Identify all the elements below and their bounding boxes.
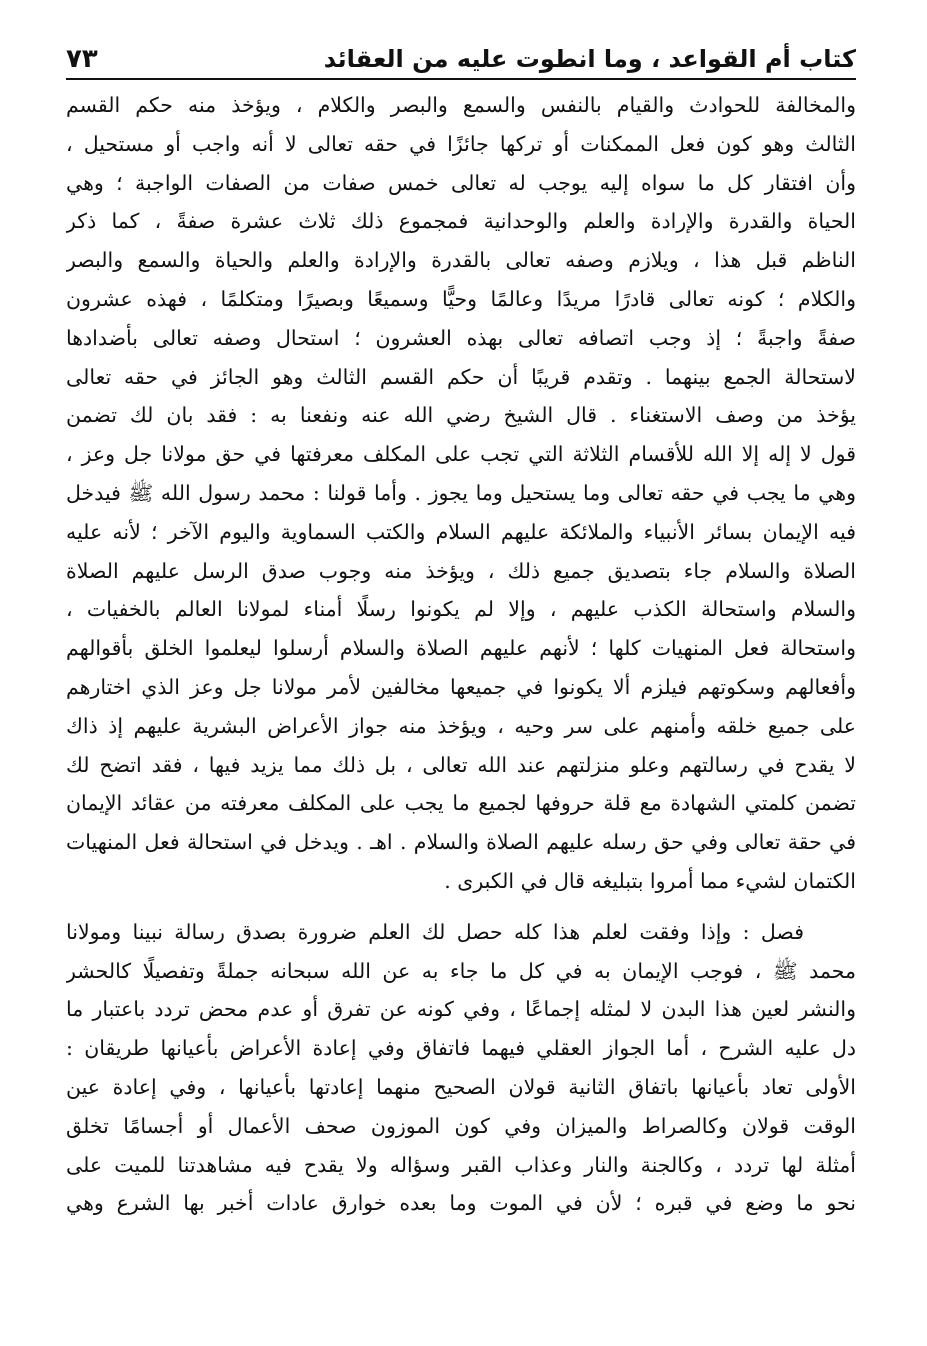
text-line: الثالث وهو كون فعل الممكنات أو تركها جائزًا في حقه تعالى لا أنه واجب أو مستحيل ، (66, 131, 856, 156)
text-line: الوقت قولان وكالصراط والميزان وفي كون الموزون صحف الأعمال أو أجسامًا تخلق (66, 1113, 856, 1138)
text-line: في حقة تعالى وفي حق رسله عليهم الصلاة والسلام . اهـ . ويدخل في استحالة فعل المنهيات (66, 830, 856, 855)
text-line: والسلام واستحالة الكذب عليهم ، وإلا لم يكونوا رسلًا أمناء لمولانا العالم بالخفيات ، (66, 597, 856, 622)
text-line: نحو ما وضع في قبره ؛ لأن في الموت وما بعده خوارق عادات أخبر بها الشرع وهي (66, 1191, 856, 1216)
text-line: يؤخذ من وصف الاستغناء . قال الشيخ رضي الله عنه ونفعنا به : فقد بان لك تضمن (66, 403, 856, 428)
text-line: الناظم قبل هذا ، ويلازم وصفه تعالى بالقدرة والإرادة والعلم والحياة والسمع والبصر (66, 248, 856, 273)
text-line: الصلاة والسلام جاء بتصديق جميع ذلك ، ويؤخذ منه وجوب صدق الرسل عليهم الصلاة (66, 558, 856, 583)
text-line: أمثلة لها تردد ، وكالجنة والنار وعذاب القبر وسؤاله ولا يقدح فيه مشاهدتنا للميت على (66, 1152, 856, 1177)
text-line: وأفعالهم وسكوتهم فيلزم ألا يكونوا في جميعها مخالفين لأمر مولانا جل وعز الذي اختارهم (66, 674, 856, 699)
text-line: لا يقدح في رسالتهم وعلو منزلتهم عند الله تعالى ، بل ذلك مما يزيد فيها ، فقد اتضح لك (66, 752, 856, 777)
text-line: فيه الإيمان بسائر الأنبياء والملائكة عليهم السلام والكتب السماوية واليوم الآخر ؛ لأنه عليه (66, 519, 856, 544)
text-line: الكتمان لشيء مما أمروا بتبليغه قال في الكبرى . (444, 868, 856, 893)
text-line: واستحالة فعل المنهيات كلها ؛ لأنهم عليهم الصلاة والسلام أرسلوا ليعلموا الخلق بأقوالهم (66, 636, 856, 661)
paragraph-gap (66, 901, 856, 913)
page-number: ٧٣ (66, 44, 98, 74)
text-line: الأولى تعاد بأعيانها باتفاق الثانية قولان الصحيح منهما إعادتها بأعيانها ، وفي إعادة عين (66, 1074, 856, 1099)
paragraph-2 (66, 913, 856, 1223)
running-title: كتاب أم القواعد ، وما انطوت عليه من العقائد (323, 45, 856, 73)
text-line: تضمن كلمتي الشهادة مع قلة حروفها لجميع ما يجب على المكلف معرفته من عقائد الإيمان (66, 791, 856, 816)
text-line: صفةً واجبةً ؛ إذ وجب اتصافه تعالى بهذه العشرون ؛ استحال وصفه تعالى بأضدادها (66, 325, 856, 350)
page-header (66, 30, 856, 80)
paragraph-1 (66, 86, 856, 901)
text-line: دل عليه الشرح ، أما الجواز العقلي فيهما فاتفاق وفي إعادة الأعراض بأعيانها طريقان : (66, 1036, 856, 1061)
text-line: قول لا إله إلا الله للأقسام الثلاثة التي تجب على المكلف معرفتها في حق مولانا جل وعز ، (66, 442, 856, 467)
text-line: والمخالفة للحوادث والقيام بالنفس والسمع والبصر والكلام ، ويؤخذ منه حكم القسم (66, 93, 856, 117)
text-line: محمد ﷺ ، فوجب الإيمان به في كل ما جاء به عن الله سبحانه جملةً وتفصيلًا كالحشر (66, 958, 856, 983)
text-line: لاستحالة الجمع بينهما . وتقدم قريبًا أن حكم القسم الثالث وهو الجائز في حقه تعالى (66, 364, 856, 389)
text-line: الحياة والقدرة والإرادة والعلم والوحدانية فمجموع ذلك ثلاث عشرة صفةً ، كما ذكر (66, 209, 856, 234)
page-body (66, 86, 856, 1223)
book-page (66, 30, 856, 1320)
text-line: وأن افتقار كل ما سواه إليه يوجب له تعالى خمس صفات من الصفات الواجبة ؛ وهي (66, 170, 856, 195)
text-line: والكلام ؛ كونه تعالى قادرًا مريدًا وعالمًا وحيًّا وسميعًا وبصيرًا ومتكلمًا ، فهذه عشرون (66, 286, 856, 311)
text-line: فصل : وإذا وفقت لعلم هذا كله حصل لك العلم ضرورة بصدق رسالة نبينا ومولانا (66, 919, 804, 944)
text-line: على جميع خلقه وأمنهم على سر وحيه ، ويؤخذ منه جواز الأعراض البشرية عليهم إذ ذاك (66, 713, 856, 738)
text-line: والنشر لعين هذا البدن لا لمثله إجماعًا ، وفي كونه عن تفرق أو عدم محض تردد باعتبار ما (66, 997, 856, 1022)
text-line: وهي ما يجب في حقه تعالى وما يستحيل وما يجوز . وأما قولنا : محمد رسول الله ﷺ فيدخل (66, 480, 856, 505)
